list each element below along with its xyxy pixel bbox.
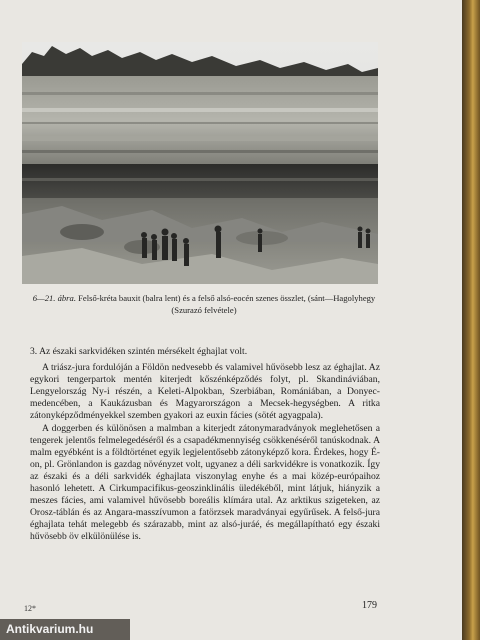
book-spine-edge [462,0,480,640]
signature-mark: 12* [24,604,36,613]
paragraph-triassic-jurassic: A triász-jura fordulóján a Földön nedvesebb és valamivel hűvösebb lesz az éghajlat. Az egykori tengerpartok mentén kiterjedt kőszénképződés folyt, pl. Skandináviában, Lengyelország Ny-i részén, a Keleti-Alpokban, Szerbiában, Romániában, a Donyec-medencében, a Kaukázusban és Magyarországon a Mecsek-hegységben. A ritka zátonyképződményekkel szemben gyakori az euxin fácies (sötét agyagpala). [30,362,380,422]
figure-caption [24,292,384,316]
body-text [30,346,380,544]
figure-caption-text: Felső-kréta bauxit (balra lent) és a felső alsó-eocén szenes összlet, (sánt—Hagolyhegy [78,293,376,303]
watermark-logo: Antikvarium.hu [0,619,130,640]
quarry-photo-drawing [22,42,378,284]
section-heading: 3. Az északi sarkvidéken szintén mérsékelt éghajlat volt. [30,346,248,357]
quarry-photograph [22,42,378,284]
paragraph-dogger-malm: A doggerben és különösen a malmban a kiterjedt zátonymaradványok meglehetősen a tengerek jelentős felmelegedéséről és a csapadékmennyiség csökkenéséről tanúskodnak. A malm egyébként is a földtörténet egyik legjelentősebb zátonyképző kora. Érdekes, hogy É-on, pl. Grönlandon is gazdag növényzet volt, ugyanez a déli sarkvidékre is vonatkozik. Így az északi és a déli sarkvidék éghajlata viszonylag enyhe és a mai közép-európaihoz hasonló lehetett. A Cirkumpacifikus-geoszinklinális üledékéből, mint látjuk, hiányzik a meszes fácies, ami valamivel hűvösebb boreális klímára utal. Az arktikus szigeteken, az Orosz-táblán és az Angara-masszívumon a fatörzsek maradványai egyűrűsek. A felső-jura éghajlata tehát melegebb és szárazabb, mint az alsó-juráé, és megállapítható egy északi hűvösebb öv elkülönülése is. [30,422,380,543]
photo-credit: (Szurazó felvétele) [171,305,237,315]
figure-label: 6—21. ábra. [32,293,76,303]
page-number: 179 [362,600,377,611]
